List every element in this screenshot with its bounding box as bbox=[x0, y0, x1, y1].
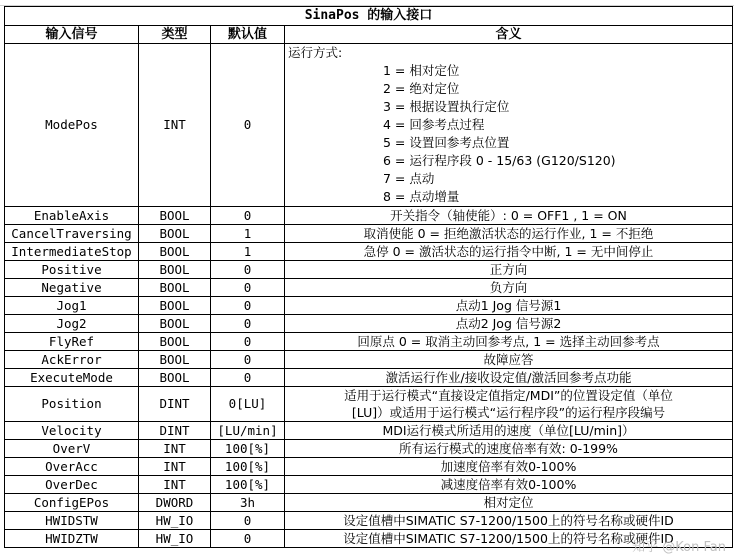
signal-type: INT bbox=[139, 440, 211, 458]
table-row bbox=[5, 315, 733, 333]
signal-default: 100[%] bbox=[211, 440, 285, 458]
signal-type: BOOL bbox=[139, 369, 211, 387]
signal-meaning: 负方向 bbox=[285, 279, 733, 297]
header-default: 默认值 bbox=[211, 26, 285, 44]
signal-meaning: 相对定位 bbox=[285, 494, 733, 512]
signal-meaning: 回原点 0 = 取消主动回参考点, 1 = 选择主动回参考点 bbox=[285, 333, 733, 351]
table-row bbox=[5, 297, 733, 315]
signal-type: HW_IO bbox=[139, 512, 211, 530]
signal-meaning: 减速度倍率有效0-100% bbox=[285, 476, 733, 494]
signal-type: BOOL bbox=[139, 333, 211, 351]
signal-name: EnableAxis bbox=[5, 207, 139, 225]
table-row bbox=[5, 44, 733, 207]
table-row bbox=[5, 351, 733, 369]
header-meaning: 含义 bbox=[285, 26, 733, 44]
signal-meaning: 取消使能 0 = 拒绝激活状态的运行作业, 1 = 不拒绝 bbox=[285, 225, 733, 243]
meaning-line: [LU]）或适用于运行模式“运行程序段”的运行程序段编号 bbox=[351, 405, 666, 420]
signal-meaning: 急停 0 = 激活状态的运行指令中断, 1 = 无中间停止 bbox=[285, 243, 733, 261]
signal-default: 0 bbox=[211, 512, 285, 530]
mode-item: 7 = 点动 bbox=[383, 171, 435, 186]
table-row bbox=[5, 476, 733, 494]
table-row bbox=[5, 494, 733, 512]
signal-default: [LU/min] bbox=[211, 422, 285, 440]
mode-intro: 运行方式: bbox=[288, 45, 343, 60]
table-row bbox=[5, 530, 733, 548]
signal-name: FlyRef bbox=[5, 333, 139, 351]
signal-default: 0 bbox=[211, 297, 285, 315]
signal-type: DINT bbox=[139, 387, 211, 422]
signal-type: INT bbox=[139, 476, 211, 494]
mode-item: 5 = 设置回参考点位置 bbox=[383, 135, 510, 150]
signal-meaning bbox=[285, 44, 733, 207]
signal-meaning: 加速度倍率有效0-100% bbox=[285, 458, 733, 476]
signal-type: BOOL bbox=[139, 315, 211, 333]
signal-name: ExecuteMode bbox=[5, 369, 139, 387]
signal-meaning: 设定值槽中SIMATIC S7-1200/1500上的符号名称或硬件ID bbox=[285, 530, 733, 548]
signal-type: BOOL bbox=[139, 351, 211, 369]
signal-name: ConfigEPos bbox=[5, 494, 139, 512]
signal-default: 0 bbox=[211, 530, 285, 548]
signal-type: DINT bbox=[139, 422, 211, 440]
table-row bbox=[5, 207, 733, 225]
signal-type: INT bbox=[139, 44, 211, 207]
signal-default: 0 bbox=[211, 261, 285, 279]
signal-default: 0[LU] bbox=[211, 387, 285, 422]
table-row bbox=[5, 369, 733, 387]
signal-meaning: 正方向 bbox=[285, 261, 733, 279]
signal-name: Jog2 bbox=[5, 315, 139, 333]
table-row bbox=[5, 261, 733, 279]
table-row bbox=[5, 512, 733, 530]
signal-type: INT bbox=[139, 458, 211, 476]
signal-type: BOOL bbox=[139, 225, 211, 243]
table-row bbox=[5, 333, 733, 351]
signal-default: 0 bbox=[211, 333, 285, 351]
signal-meaning: 设定值槽中SIMATIC S7-1200/1500上的符号名称或硬件ID bbox=[285, 512, 733, 530]
signal-name: Positive bbox=[5, 261, 139, 279]
signal-default: 0 bbox=[211, 279, 285, 297]
signal-default: 0 bbox=[211, 44, 285, 207]
signal-name: HWIDSTW bbox=[5, 512, 139, 530]
signal-name: IntermediateStop bbox=[5, 243, 139, 261]
signal-name: HWIDZTW bbox=[5, 530, 139, 548]
signal-meaning: 点动1 Jog 信号源1 bbox=[285, 297, 733, 315]
signal-name: OverV bbox=[5, 440, 139, 458]
table-row bbox=[5, 458, 733, 476]
header-signal: 输入信号 bbox=[5, 26, 139, 44]
watermark: 知乎 @Kon Fan bbox=[632, 540, 726, 555]
mode-item: 3 = 根据设置执行定位 bbox=[383, 99, 510, 114]
signal-name: Negative bbox=[5, 279, 139, 297]
table-row bbox=[5, 225, 733, 243]
table-row bbox=[5, 387, 733, 422]
signal-default: 1 bbox=[211, 243, 285, 261]
signal-type: DWORD bbox=[139, 494, 211, 512]
mode-item: 1 = 相对定位 bbox=[383, 63, 460, 78]
signal-name: OverAcc bbox=[5, 458, 139, 476]
signal-name: ModePos bbox=[5, 44, 139, 207]
signal-name: AckError bbox=[5, 351, 139, 369]
signal-default: 100[%] bbox=[211, 458, 285, 476]
signal-default: 1 bbox=[211, 225, 285, 243]
signal-meaning: 所有运行模式的速度倍率有效: 0-199% bbox=[285, 440, 733, 458]
signal-default: 0 bbox=[211, 207, 285, 225]
signal-default: 0 bbox=[211, 369, 285, 387]
input-interface-table bbox=[4, 6, 733, 548]
signal-default: 0 bbox=[211, 351, 285, 369]
signal-type: BOOL bbox=[139, 243, 211, 261]
signal-type: BOOL bbox=[139, 279, 211, 297]
signal-name: OverDec bbox=[5, 476, 139, 494]
signal-default: 0 bbox=[211, 315, 285, 333]
mode-item: 8 = 点动增量 bbox=[383, 189, 460, 204]
signal-default: 100[%] bbox=[211, 476, 285, 494]
mode-item: 4 = 回参考点过程 bbox=[383, 117, 485, 132]
table-title: SinaPos 的输入接口 bbox=[5, 7, 733, 26]
mode-item: 6 = 运行程序段 0 - 15/63 (G120/S120) bbox=[383, 153, 616, 168]
signal-meaning: 故障应答 bbox=[285, 351, 733, 369]
meaning-line: 适用于运行模式“直接设定值指定/MDI”的位置设定值（单位 bbox=[344, 388, 673, 403]
signal-name: Position bbox=[5, 387, 139, 422]
signal-name: Jog1 bbox=[5, 297, 139, 315]
signal-default: 3h bbox=[211, 494, 285, 512]
table-row bbox=[5, 243, 733, 261]
signal-meaning: 点动2 Jog 信号源2 bbox=[285, 315, 733, 333]
signal-meaning: 开关指令（轴使能）: 0 = OFF1 , 1 = ON bbox=[285, 207, 733, 225]
signal-meaning bbox=[285, 387, 733, 422]
mode-item: 2 = 绝对定位 bbox=[383, 81, 460, 96]
signal-meaning: MDI运行模式所适用的速度（单位[LU/min]） bbox=[285, 422, 733, 440]
table-row bbox=[5, 440, 733, 458]
signal-name: Velocity bbox=[5, 422, 139, 440]
signal-type: BOOL bbox=[139, 207, 211, 225]
table-row bbox=[5, 279, 733, 297]
table-row bbox=[5, 422, 733, 440]
signal-name: CancelTraversing bbox=[5, 225, 139, 243]
signal-type: HW_IO bbox=[139, 530, 211, 548]
signal-meaning: 激活运行作业/接收设定值/激活回参考点功能 bbox=[285, 369, 733, 387]
signal-type: BOOL bbox=[139, 297, 211, 315]
signal-type: BOOL bbox=[139, 261, 211, 279]
header-type: 类型 bbox=[139, 26, 211, 44]
